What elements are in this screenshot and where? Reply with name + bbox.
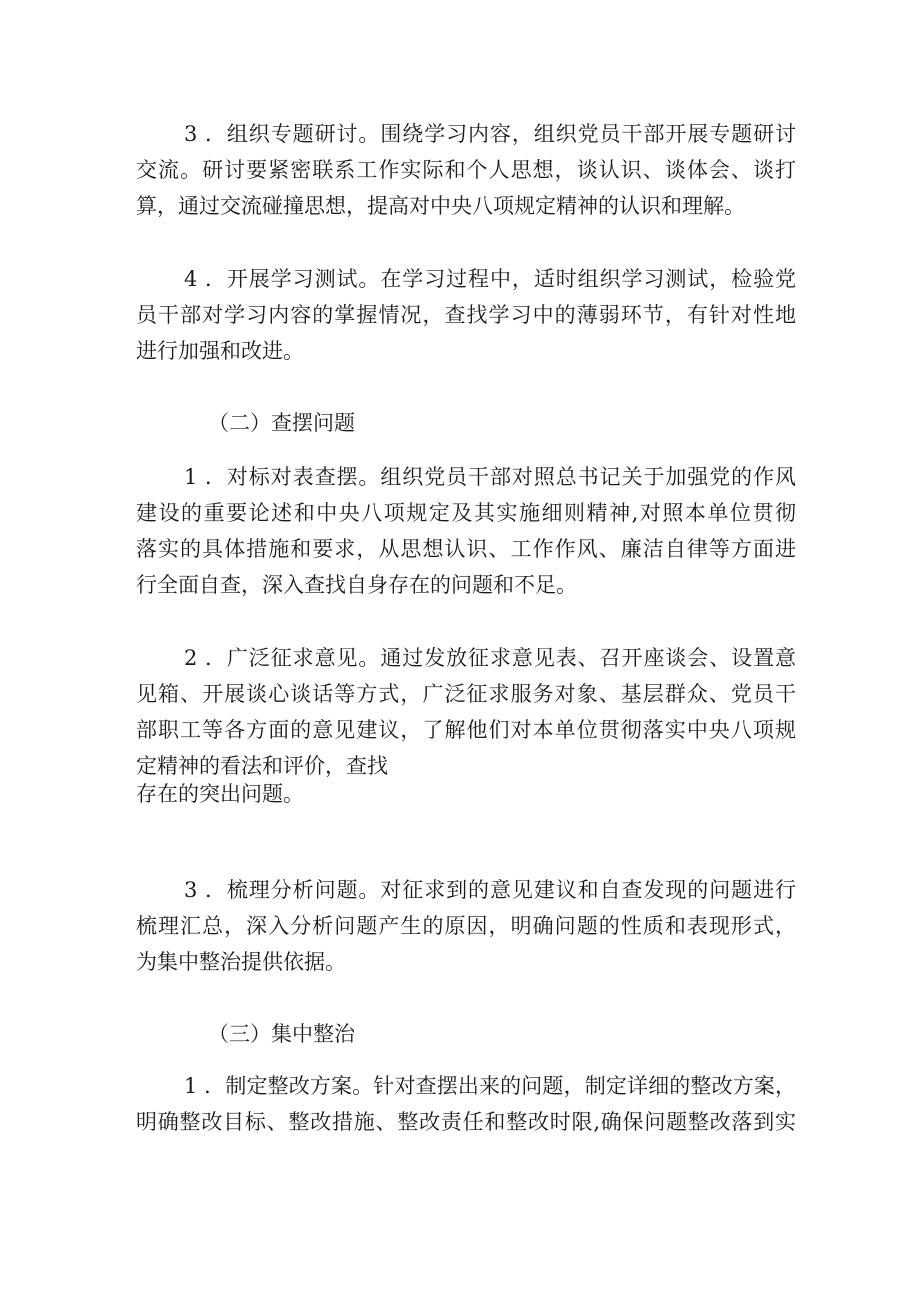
paragraph-benchmark-check — [136, 459, 796, 603]
text-line: 行全面自查，深入查找自身存在的问题和不足。 — [136, 573, 577, 597]
text-line: 4 ．开展学习测试。在学习过程中，适时组织学习测试，检验党 — [184, 267, 796, 291]
text-line: 3 ．组织专题研讨。围绕学习内容，组织党员干部开展专题研讨 — [184, 122, 796, 146]
text-line: 进行加强和改进。 — [136, 339, 304, 363]
text-line: 见箱、开展谈心谈话等方式，广泛征求服务对象、基层群众、党员干 — [136, 682, 796, 706]
text-line: 1 ．制定整改方案。针对查摆出来的问题，制定详细的整改方案， — [184, 1074, 796, 1098]
section-heading-rectification: （三）集中整治 — [208, 1022, 355, 1046]
text-line: 落实的具体措施和要求，从思想认识、工作作风、廉洁自律等方面进 — [136, 537, 796, 561]
text-line: 为集中整治提供依据。 — [136, 950, 346, 974]
text-line: 交流。研讨要紧密联系工作实际和个人思想，谈认识、谈体会、谈打 — [136, 158, 796, 182]
paragraph-analyze-problems — [136, 872, 796, 980]
text-line: 3 ．梳理分析问题。对征求到的意见建议和自查发现的问题进行 — [184, 878, 796, 902]
text-line: 定精神的看法和评价，查找 — [136, 754, 388, 778]
text-line: 1 ．对标对表查摆。组织党员干部对照总书记关于加强党的作风 — [184, 465, 796, 489]
paragraph-solicit-opinions — [136, 640, 796, 812]
text-line: 算，通过交流碰撞思想，提高对中央八项规定精神的认识和理解。 — [136, 194, 745, 218]
section-heading-find-problems: （二）查摆问题 — [208, 411, 355, 435]
text-line: 2 ．广泛征求意见。通过发放征求意见表、召开座谈会、设置意 — [184, 646, 796, 670]
paragraph-organize-seminar — [136, 116, 796, 224]
paragraph-rectification-plan — [136, 1068, 796, 1140]
text-line: 建设的重要论述和中央八项规定及其实施细则精神,对照本单位贯彻 — [136, 501, 796, 525]
text-line: 员干部对学习内容的掌握情况，查找学习中的薄弱环节，有针对性地 — [136, 303, 796, 327]
paragraph-study-test — [136, 261, 796, 369]
text-line: 明确整改目标、整改措施、整改责任和整改时限,确保问题整改落到实 — [136, 1110, 796, 1134]
text-line: 梳理汇总，深入分析问题产生的原因，明确问题的性质和表现形式， — [136, 914, 796, 938]
text-line: 存在的突出问题。 — [136, 782, 304, 806]
text-line: 部职工等各方面的意见建议，了解他们对本单位贯彻落实中央八项规 — [136, 718, 796, 742]
